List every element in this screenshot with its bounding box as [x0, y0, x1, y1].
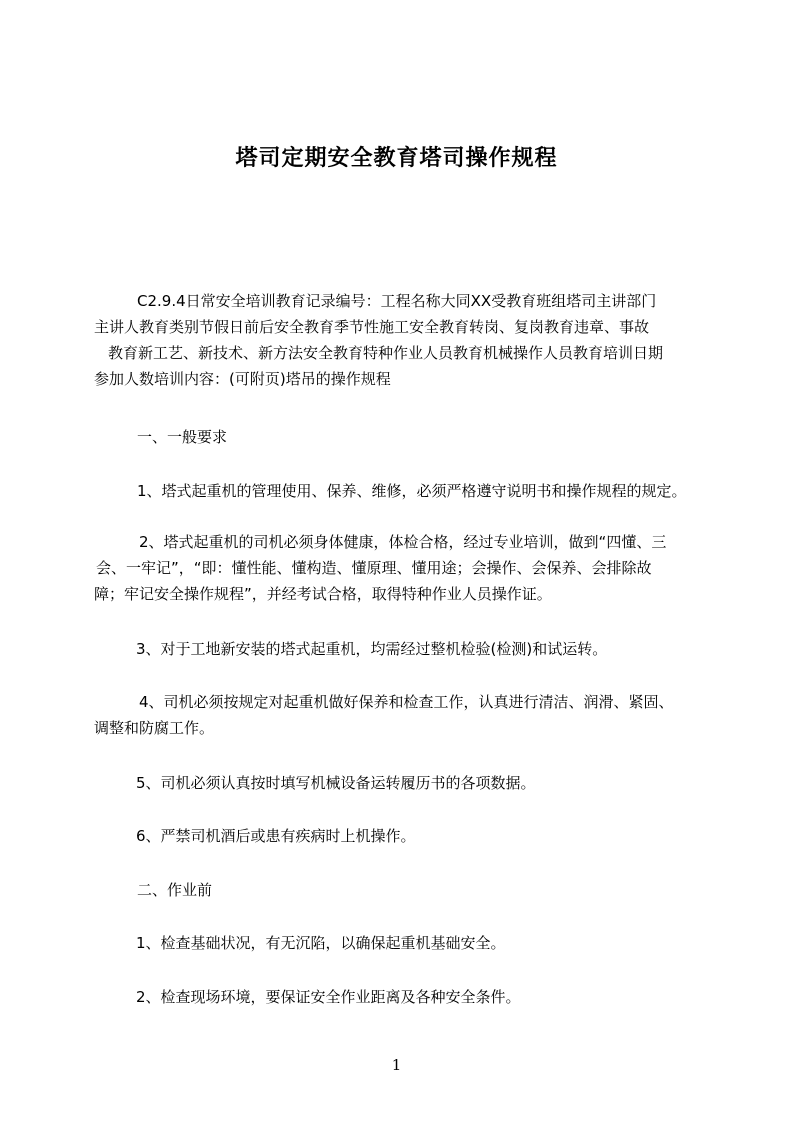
intro-line: 参加人数培训内容：(可附页)塔吊的操作规程 — [94, 370, 391, 388]
general-item-3: 3、对于工地新安装的塔式起重机，均需经过整机检验(检测)和试运转。 — [136, 640, 608, 658]
before-operation-item-2: 2、检查现场环境，要保证安全作业距离及各种安全条件。 — [136, 988, 521, 1006]
paragraph-line: 4、司机必须按规定对起重机做好保养和检查工作，认真进行清洁、润滑、紧固、 — [139, 693, 674, 711]
before-operation-item-1: 1、检查基础状况，有无沉陷，以确保起重机基础安全。 — [136, 934, 506, 952]
paragraph-line: 调整和防腐工作。 — [94, 719, 215, 737]
page-number: 1 — [391, 1056, 402, 1074]
general-item-2 — [94, 529, 716, 607]
general-item-4 — [94, 689, 716, 741]
general-item-5: 5、司机必须认真按时填写机械设备运转履历书的各项数据。 — [136, 774, 536, 792]
general-item-1: 1、塔式起重机的管理使用、保养、维修，必须严格遵守说明书和操作规程的规定。 — [137, 482, 687, 500]
intro-line: 教育新工艺、新技术、新方法安全教育特种作业人员教育机械操作人员教育培训日期 — [108, 344, 664, 362]
paragraph-line: 会、一牢记”，“即：懂性能、懂构造、懂原理、懂用途；会操作、会保养、会排除故 — [96, 559, 652, 577]
intro-line: 主讲人教育类别节假日前后安全教育季节性施工安全教育转岗、复岗教育违章、事故 — [94, 318, 650, 336]
document-title: 塔司定期安全教育塔司操作规程 — [235, 146, 558, 171]
section-heading-general: 一、一般要求 — [137, 428, 228, 446]
paragraph-line: 2、塔式起重机的司机必须身体健康，体检合格，经过专业培训，做到“四懂、三 — [139, 533, 667, 551]
section-heading-before-operation: 二、作业前 — [137, 881, 213, 899]
paragraph-line: 障；牢记安全操作规程”，并经考试合格，取得特种作业人员操作证。 — [94, 585, 552, 603]
intro-paragraph — [94, 288, 716, 392]
general-item-6: 6、严禁司机酒后或患有疾病时上机操作。 — [136, 827, 416, 845]
intro-line: C2.9.4日常安全培训教育记录编号：工程名称大同XX受教育班组塔司主讲部门 — [137, 292, 657, 310]
